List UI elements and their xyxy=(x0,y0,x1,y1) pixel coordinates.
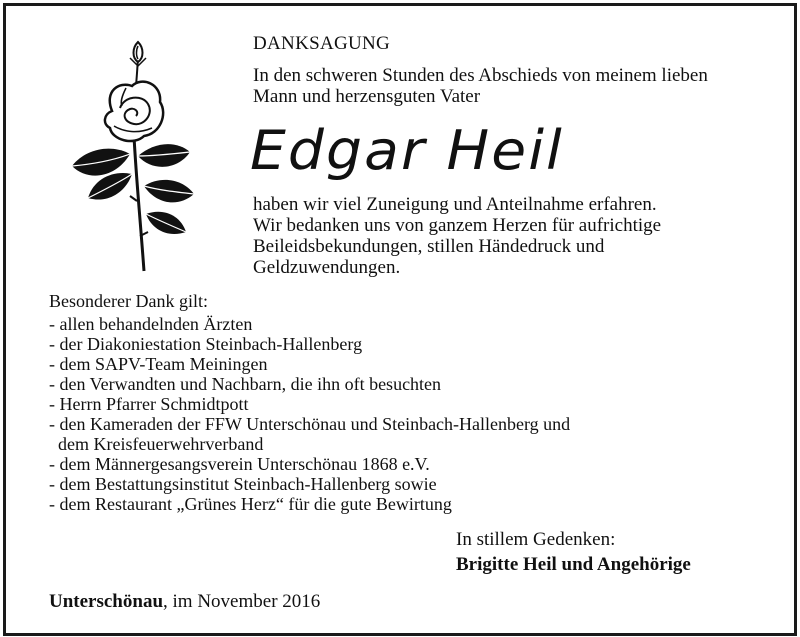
place-name: Unterschönau xyxy=(49,591,164,612)
memory-line: In stillem Gedenken: xyxy=(456,529,616,550)
date-text: , im November 2016 xyxy=(163,591,321,612)
obituary-notice xyxy=(3,3,797,636)
deceased-name: Edgar Heil xyxy=(250,119,564,182)
list-item: - dem Bestattungsinstitut Steinbach-Hallenberg sowie xyxy=(49,474,437,494)
body-line: Geldzuwendungen. xyxy=(253,257,401,278)
list-item: - der Diakoniestation Steinbach-Hallenberg xyxy=(49,334,363,354)
list-item: - den Verwandten und Nachbarn, die ihn oft besuchten xyxy=(49,374,442,394)
list-item: dem Kreisfeuerwehrverband xyxy=(49,434,264,454)
intro-text xyxy=(253,65,783,107)
list-item: - dem Männergesangsverein Unterschönau 1868 e.V. xyxy=(49,454,430,474)
body-line: Beileidsbekundungen, stillen Händedruck und xyxy=(253,236,605,257)
list-item: - allen behandelnden Ärzten xyxy=(49,314,253,334)
place-date xyxy=(49,591,320,613)
thanks-title: Besonderer Dank gilt: xyxy=(49,291,208,311)
notice-heading: DANKSAGUNG xyxy=(253,33,391,54)
family-signature: Brigitte Heil und Angehörige xyxy=(456,554,691,575)
list-item: - den Kameraden der FFW Unterschönau und Steinbach-Hallenberg und xyxy=(49,414,571,434)
intro-line: Mann und herzensguten Vater xyxy=(253,86,481,107)
intro-line: In den schweren Stunden des Abschieds von meinem lieben xyxy=(253,65,708,86)
body-line: haben wir viel Zuneigung und Anteilnahme erfahren. xyxy=(253,194,657,215)
rose-icon xyxy=(64,36,204,276)
list-item: - Herrn Pfarrer Schmidtpott xyxy=(49,394,249,414)
thanks-list xyxy=(49,314,769,514)
body-line: Wir bedanken uns von ganzem Herzen für aufrichtige xyxy=(253,215,662,236)
list-item: - dem SAPV-Team Meiningen xyxy=(49,354,268,374)
list-item: - dem Restaurant „Grünes Herz“ für die gute Bewirtung xyxy=(49,494,452,514)
body-text xyxy=(253,194,783,278)
